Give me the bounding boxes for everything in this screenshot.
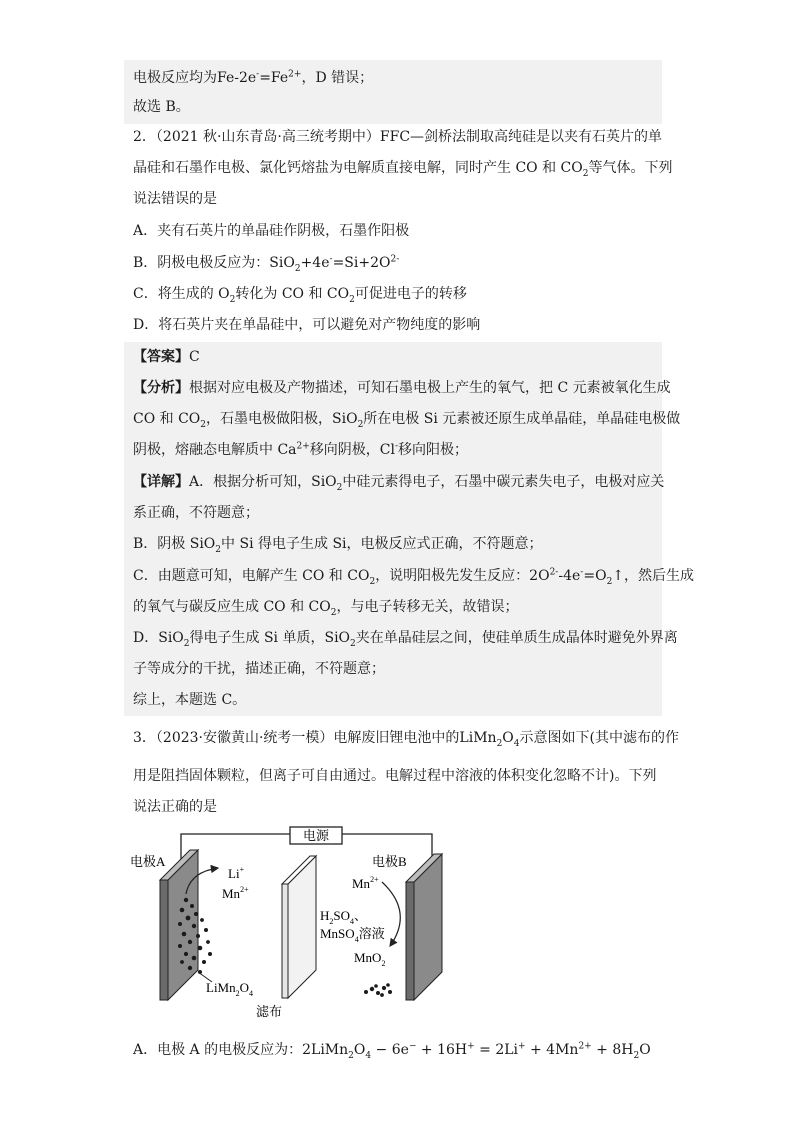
filter-cloth-front [282,884,288,998]
q2-detail-line-3: B．阴极 SiO$_2$中 Si 得电子生成 Si，电极反应式正确，不符题意； [133,536,543,555]
q2-detail-line-1: 【详解】A．根据分析可知，SiO$_2$中硅元素得电子，石墨中碳元素失电子，电极对应关 [133,474,665,493]
q2-stem-line-1: 2．（2021 秋·山东青岛·高三统考期中）FFC—剑桥法制取高纯硅是以夹有石英片的单 [133,129,663,145]
solution-label-2: MnSO$_4$溶液 [320,926,385,944]
li-ion-label: Li+ [228,865,245,881]
q2-detail-line-7: 子等成分的干扰，描述正确，不符题意； [133,661,385,677]
q2-detail-line-4: C．由题意可知，电解产生 CO 和 $CO_2$，说明阳极先发生反应：$2O^{2-}-4e^-=O_2↑$，然后生成 [133,567,695,587]
q2-option-a: A．夹有石英片的单晶硅作阴极，石墨作阳极 [133,223,410,239]
q2-option-c: C．将生成的 $O_2$转化为 CO 和 $CO_2$可促进电子的转移 [133,286,467,305]
electrode-a-front [160,880,168,1000]
electrode-a-label: 电极A [130,854,166,869]
q3-stem-line-1: 3．（2023·安徽黄山·统考一模）电解废旧锂电池中的$LiMn_2O_4$示意图如下(其中滤布的作 [133,730,679,749]
q2-detail-line-5: 的氧气与碳反应生成 CO 和 $CO_2$，与电子转移无关，故错误； [133,599,519,618]
electrode-b-front [406,882,414,1000]
filter-cloth-label: 滤布 [256,1004,283,1019]
limn2o4-label: $LiMn_2O_4$ [206,980,254,998]
mno2-particles [364,983,392,997]
q3-stem-line-2: 用是阻挡固体颗粒，但离子可自由通过。电解过程中溶液的体积变化忽略不计)。下列 [133,768,657,784]
q2-conclusion: 综上，本题选 C。 [133,692,247,708]
q2-option-d: D．将石英片夹在单晶硅中，可以避免对产物纯度的影响 [133,317,481,333]
q3-option-a: A．电极 A 的电极反应为：$2LiMn_2O_4 - 6e^- + 16H^+ = 2Li^+ + 4Mn^{2+} + 8H_2O$ [133,1041,651,1061]
solution-label-1: $H_2SO_4$、 [320,908,368,926]
q3-stem-line-3: 说法正确的是 [133,799,217,815]
q2-stem-line-2: 晶硅和石墨作电极、氯化钙熔盐为电解质直接电解，同时产生 CO 和 $CO_2$等气体。下列 [133,160,673,179]
q2-analysis-line-2: CO 和 $CO_2$，石墨电极做阳极，SiO$_2$所在电极 Si 元素被还原生成单晶硅，单晶硅电极做 [133,411,681,430]
electrolysis-diagram [120,822,460,1022]
oxidation-arrow [382,882,400,946]
prev-answer-line-2: 故选 B。 [133,99,190,115]
mn-ion-label-a: $Mn^{2+}$ [222,885,249,901]
q2-option-b: B．阴极电极反应为：$SiO_2+4e^-=Si+2O^{2-}$ [133,254,400,274]
q2-detail-line-6: D．SiO$_2$得电子生成 Si 单质，SiO$_2$夹在单晶硅层之间，使硅单质生成晶体时避免外界离 [133,630,678,649]
prev-answer-line-1: 电极反应均为$Fe-2e^-=Fe^{2+}$，D 错误； [133,69,374,86]
q2-stem-line-3: 说法错误的是 [133,191,217,207]
power-source-label: 电源 [302,828,330,843]
q2-analysis-line-1: 【分析】根据对应电极及产物描述，可知石墨电极上产生的氧气，把 C 元素被氧化生成 [133,380,671,396]
q2-answer: 【答案】C [133,349,200,365]
mno2-label: MnO$_2$ [354,950,386,968]
q2-detail-line-2: 系正确，不符题意； [133,505,259,521]
q2-analysis-line-3: 阴极，熔融态电解质中 $Ca^{2+}$移向阴极，Cl-移向阳极； [133,441,469,458]
mn-ion-label-b: $Mn^{2+}$ [352,875,379,891]
electrode-b-label: 电极B [372,854,407,869]
